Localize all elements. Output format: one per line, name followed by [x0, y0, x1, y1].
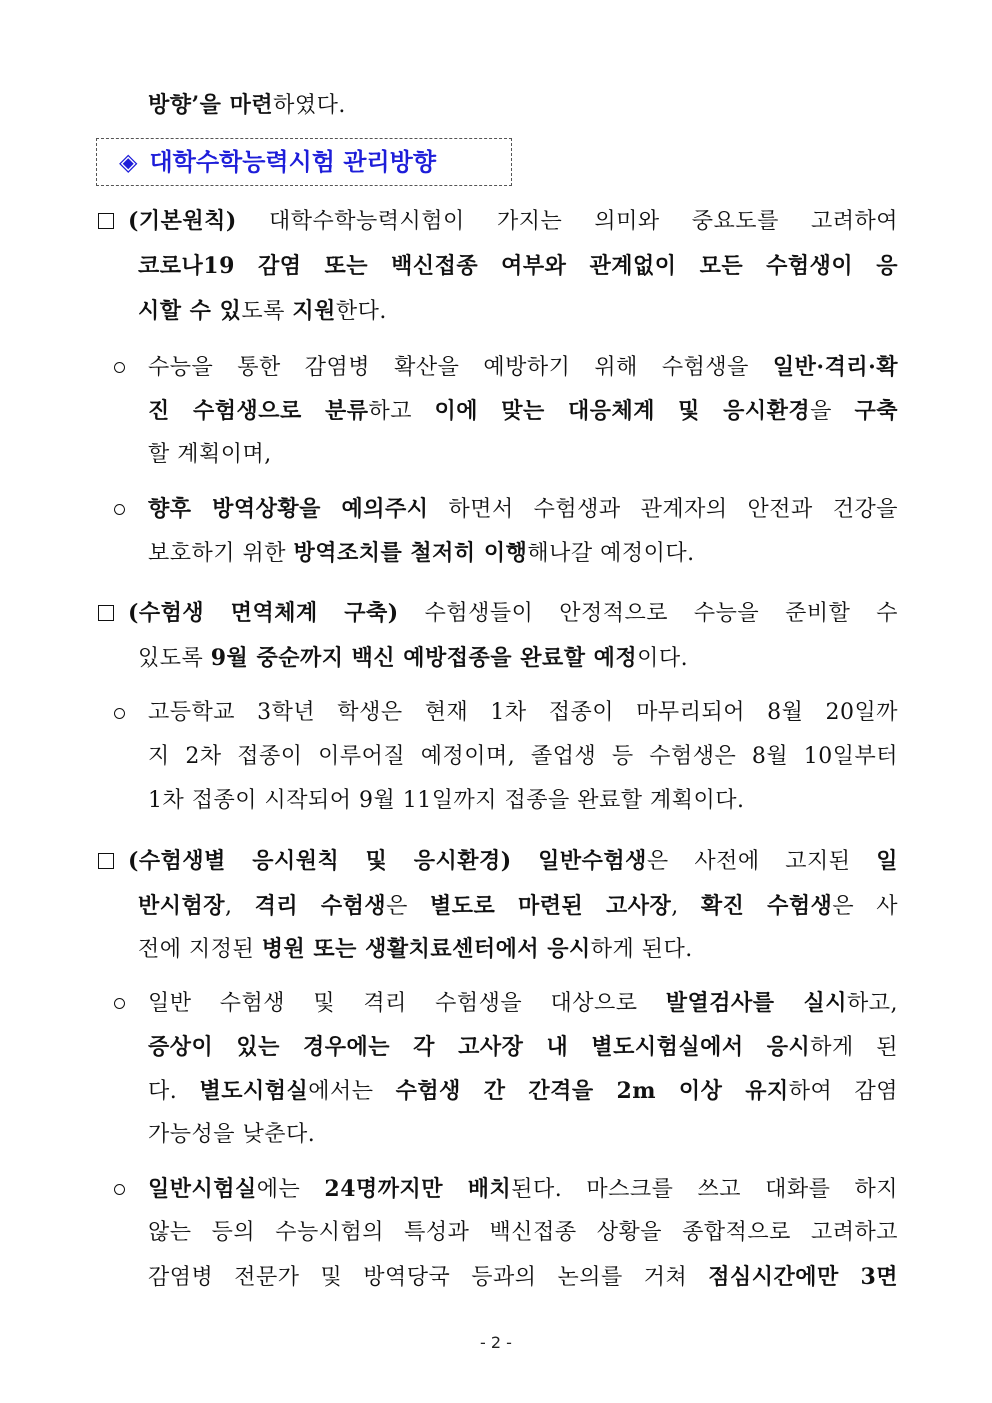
section1-bullet2-line1 [148, 494, 898, 525]
square-bullet-icon [98, 605, 114, 621]
intro-line [148, 90, 346, 121]
section3-bullet1-line3 [148, 1076, 898, 1107]
section3-bold: 별도로 마련된 고사장 [430, 893, 672, 919]
section1-text: 도록 [241, 299, 293, 324]
circle-bullet-icon [114, 362, 125, 373]
bullet-text: 감염병 전문가 및 방역당국 등과의 논의를 거쳐 [148, 1265, 709, 1290]
section2-label: (수험생 면역체계 구축) [128, 600, 399, 626]
bullet-text: 보호하기 위한 [148, 541, 294, 566]
section3-text: , [225, 894, 255, 919]
bullet-bold: 수험생 간 간격을 2m 이상 유지 [395, 1078, 789, 1104]
circle-bullet-icon [114, 998, 125, 1009]
intro-text: 하였다. [273, 93, 346, 118]
bullet-text: 하여 감염 [788, 1079, 898, 1104]
section3-bold: 확진 수험생 [700, 893, 833, 919]
section2-bullet1-line2 [148, 742, 898, 772]
section3-bullet1-line2 [148, 1032, 898, 1063]
section-heading-text: 대학수학능력시험 관리방향 [149, 148, 437, 176]
bullet-bold: 점심시간에만 3면 [708, 1264, 898, 1290]
section3-bullet2-line1 [148, 1174, 898, 1205]
section3-bold: 일반수험생 [511, 848, 647, 874]
bullet-bold: 24명까지만 배치 [324, 1176, 512, 1202]
bullet-text: 가능성을 낮춘다. [148, 1122, 316, 1147]
section3-text: 은 [386, 894, 430, 919]
bullet-text: 된다. 마스크를 쓰고 대화를 하지 [511, 1177, 898, 1202]
square-bullet-icon [98, 213, 114, 229]
section2-text: 이다. [637, 646, 689, 671]
section2-line1 [128, 598, 898, 629]
section3-text: 은 사 [832, 894, 899, 919]
section3-bullet1-line4 [148, 1120, 315, 1150]
section1-bullet1-line3 [148, 440, 272, 470]
section3-bullet2-line2 [148, 1218, 898, 1248]
bullet-bold: 일반·격리·확 [772, 354, 898, 380]
section3-line3 [138, 934, 693, 965]
bullet-bold: 일반시험실 [148, 1176, 257, 1202]
bullet-bold: 이에 맞는 대응체계 및 응시환경 [434, 398, 811, 424]
bullet-text: 에는 [256, 1177, 325, 1202]
section1-line2 [138, 251, 898, 282]
intro-bold: 방향’을 마련 [148, 92, 274, 118]
circle-bullet-icon [114, 504, 125, 515]
section2-text: 수험생들이 안정적으로 수능을 준비할 수 [398, 601, 898, 626]
section1-bullet1-line2 [148, 396, 898, 427]
section-heading-box [96, 138, 512, 186]
bullet-text: 다. [148, 1079, 200, 1104]
section-heading [119, 147, 436, 177]
section3-text: , [671, 894, 701, 919]
bullet-bold: 발열검사를 실시 [665, 990, 847, 1016]
bullet-text: 하면서 수험생과 관계자의 안전과 건강을 [428, 497, 898, 522]
section2-bold: 9월 중순까지 백신 예방접종을 완료할 예정 [210, 645, 638, 671]
section2-text: 있도록 [138, 646, 211, 671]
section1-text: 대학수학능력시험이 가지는 의미와 중요도를 고려하여 [236, 209, 898, 234]
bullet-text: 에서는 [308, 1079, 396, 1104]
section3-bullet1-line1 [148, 988, 898, 1019]
bullet-text: 을 [810, 399, 855, 424]
bullet-text: 할 계획이며, [148, 442, 272, 467]
bullet-bold: 증상이 있는 경우에는 각 고사장 내 별도시험실에서 응시 [148, 1034, 811, 1060]
section3-text: 전에 지정된 [138, 937, 262, 962]
section3-bold: 격리 수험생 [254, 893, 387, 919]
bullet-bold: 구축 [854, 398, 898, 424]
section3-bullet2-line3 [148, 1262, 898, 1293]
section1-text: 한다. [335, 299, 387, 324]
circle-bullet-icon [114, 708, 125, 719]
bullet-text: 하고 [368, 399, 435, 424]
bullet-text: 해나갈 예정이다. [527, 541, 695, 566]
section2-bullet1-line3 [148, 786, 744, 816]
bullet-text: 1차 접종이 시작되어 9월 11일까지 접종을 완료할 계획이다. [148, 788, 745, 813]
section3-line2 [138, 891, 898, 922]
section1-bold: 시할 수 있 [138, 298, 242, 324]
bullet-bold: 향후 방역상황을 예의주시 [148, 496, 429, 522]
section1-bold: 지원 [292, 298, 336, 324]
section1-line1 [128, 206, 898, 237]
section1-label: (기본원칙) [128, 208, 237, 234]
section3-bold: 반시험장 [138, 893, 226, 919]
bullet-text: 수능을 통한 감염병 확산을 예방하기 위해 수험생을 [148, 355, 773, 380]
section1-bullet2-line2 [148, 538, 695, 569]
square-bullet-icon [98, 853, 114, 869]
bullet-text: 일반 수험생 및 격리 수험생을 대상으로 [148, 991, 666, 1016]
section3-bold: 병원 또는 생활치료센터에서 응시 [261, 936, 591, 962]
section3-line1 [128, 846, 898, 877]
bullet-bold: 방역조치를 철저히 이행 [293, 540, 528, 566]
bullet-text: 고등학교 3학년 학생은 현재 1차 접종이 마무리되어 8월 20일까 [148, 700, 898, 725]
diamond-icon: ◈ [119, 148, 138, 176]
section1-line3 [138, 296, 387, 327]
circle-bullet-icon [114, 1184, 125, 1195]
bullet-text: 않는 등의 수능시험의 특성과 백신접종 상황을 종합적으로 고려하고 [148, 1220, 898, 1245]
section3-bold: 일 [876, 848, 899, 874]
section1-bold: 코로나19 감염 또는 백신접종 여부와 관계없이 모든 수험생이 응 [138, 253, 898, 279]
section2-line2 [138, 643, 688, 674]
section1-bullet1-line1 [148, 352, 898, 383]
bullet-bold: 진 수험생으로 분류 [148, 398, 369, 424]
bullet-text: 하고, [846, 991, 898, 1016]
section3-text: 은 사전에 고지된 [646, 849, 877, 874]
section3-text: 하게 된다. [590, 937, 693, 962]
bullet-text: 지 2차 접종이 이루어질 예정이며, 졸업생 등 수험생은 8월 10일부터 [148, 744, 898, 769]
section3-label: (수험생별 응시원칙 및 응시환경) [128, 848, 512, 874]
bullet-bold: 별도시험실 [199, 1078, 309, 1104]
bullet-text: 하게 된 [810, 1035, 898, 1060]
section2-bullet1-line1 [148, 698, 898, 728]
page-number: - 2 - [480, 1333, 512, 1352]
